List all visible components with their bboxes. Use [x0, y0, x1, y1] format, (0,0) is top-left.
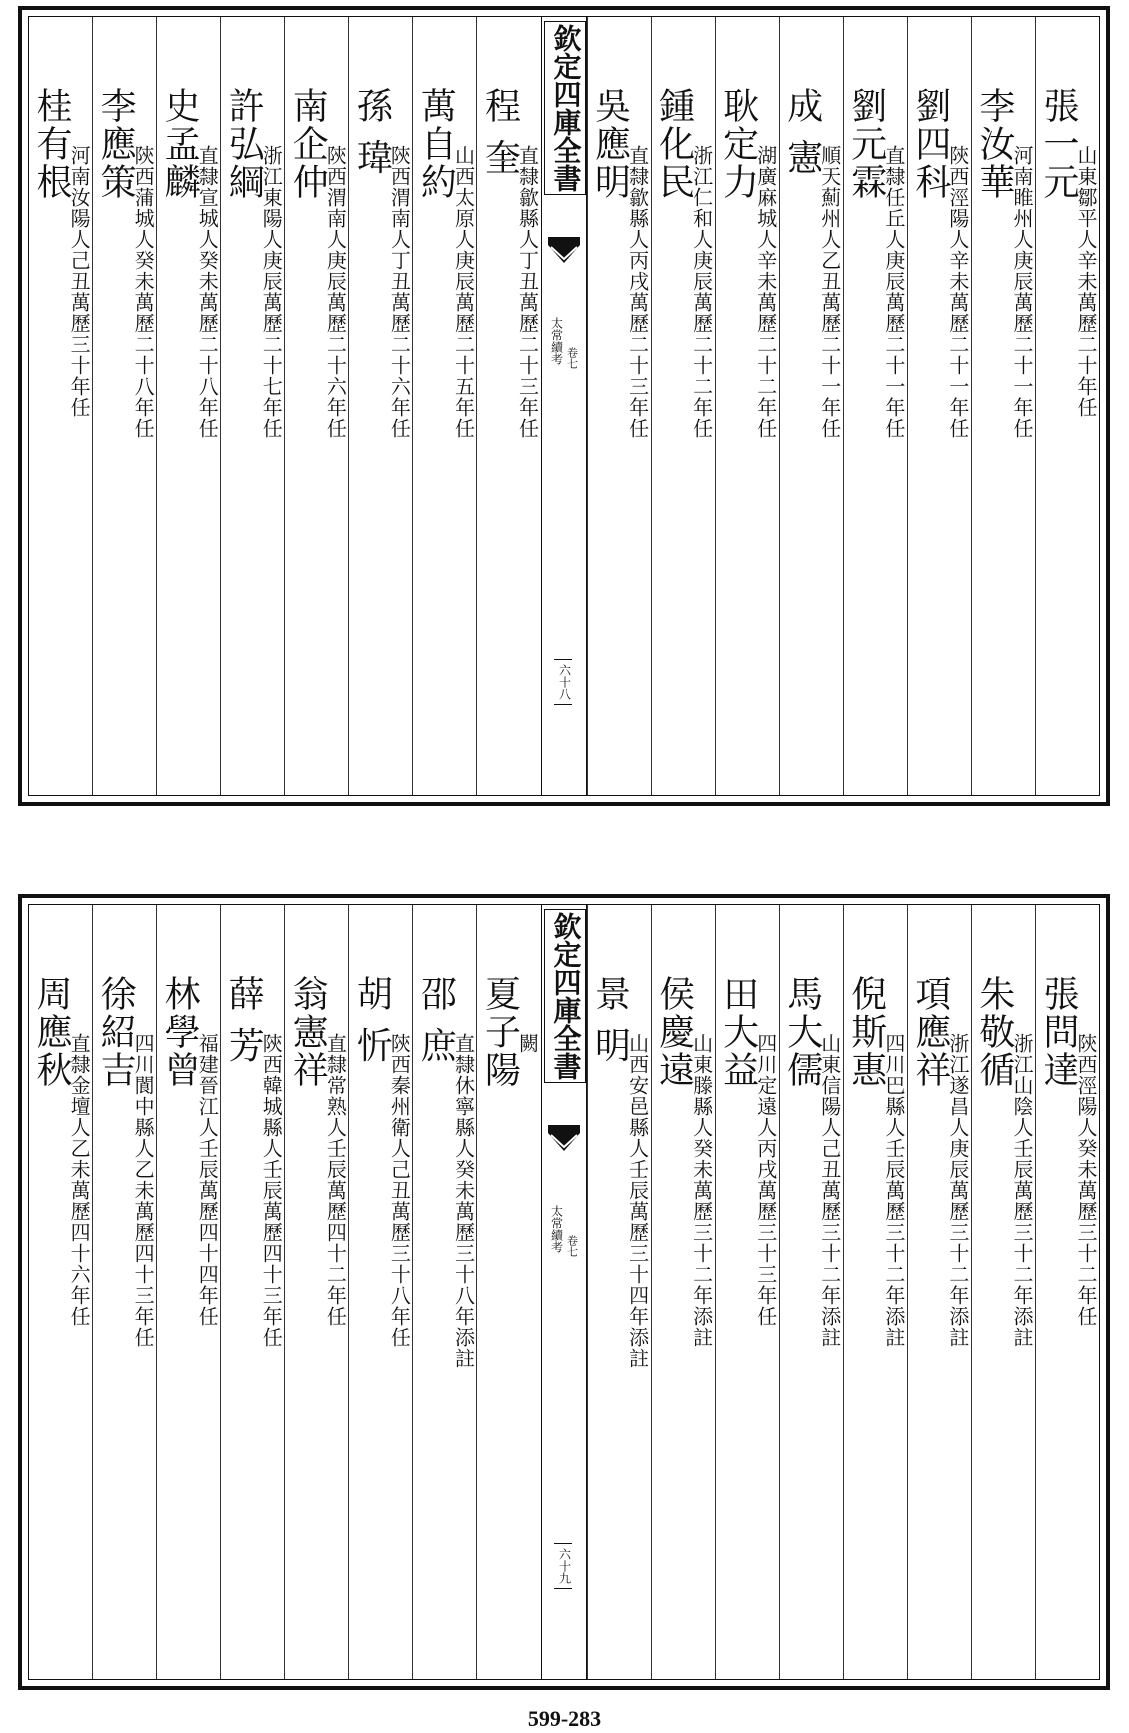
- entry-name: 桂有根: [31, 87, 72, 201]
- entry-name: 張問達: [1037, 975, 1079, 1089]
- entry-detail: 山西太原人庚辰萬歷二十五年任: [451, 145, 476, 439]
- entry-name: 耿定力: [717, 87, 759, 201]
- center-fold-column: [541, 905, 587, 1679]
- entry-column: [715, 905, 779, 1679]
- book-title: 欽定四庫全書: [544, 21, 586, 195]
- book-subtitle: 太常續考: [549, 317, 564, 365]
- entry-name: 薛 芳: [223, 975, 265, 1065]
- entry-name: 項應祥: [909, 975, 951, 1089]
- entry-column: [779, 17, 843, 795]
- entry-name: 侯慶遠: [653, 975, 695, 1089]
- entry-column: [220, 905, 284, 1679]
- entry-name: 吳應明: [589, 87, 631, 201]
- entry-detail: 闕: [515, 1033, 540, 1054]
- entry-column: [348, 905, 412, 1679]
- entry-column: [284, 905, 348, 1679]
- center-fold-column: [541, 17, 587, 795]
- entry-column: [651, 17, 715, 795]
- entry-detail: 河南睢州人庚辰萬歷二十一年任: [1009, 145, 1034, 439]
- entry-column: [587, 17, 651, 795]
- entry-column: [971, 17, 1035, 795]
- entry-column: [29, 17, 92, 795]
- entry-detail: 四川定遠人丙戌萬歷三十三年任: [753, 1033, 778, 1327]
- entry-name: 劉四科: [909, 87, 951, 201]
- juan-number: 卷七: [565, 347, 579, 369]
- entry-column: [348, 17, 412, 795]
- entry-detail: 直隸常熟人壬辰萬歷四十二年任: [323, 1033, 348, 1327]
- entry-detail: 福建晉江人壬辰萬歷四十四年任: [195, 1033, 220, 1327]
- top-columns: [29, 17, 1099, 795]
- entry-column: [715, 17, 779, 795]
- entry-name: 徐紹吉: [95, 975, 137, 1089]
- entry-detail: 陝西韓城縣人壬辰萬歷四十三年任: [259, 1033, 284, 1348]
- page-number: 六十八: [554, 659, 572, 705]
- entry-name: 許弘綱: [223, 87, 265, 201]
- entry-column: [92, 17, 156, 795]
- entry-detail: 山東滕縣人癸未萬歷三十二年添註: [689, 1033, 714, 1348]
- entry-column: [587, 905, 651, 1679]
- entry-detail: 順天薊州人乙丑萬歷二十一年任: [817, 145, 842, 439]
- entry-detail: 四川閬中縣人乙未萬歷四十三年任: [131, 1033, 156, 1348]
- entry-column: [284, 17, 348, 795]
- entry-name: 李汝華: [973, 87, 1015, 201]
- top-page-frame: [28, 16, 1100, 796]
- entry-column: [220, 17, 284, 795]
- entry-detail: 四川巴縣人壬辰萬歷三十二年添註: [881, 1033, 906, 1348]
- entry-column: [412, 17, 476, 795]
- entry-detail: 直隸任丘人庚辰萬歷二十一年任: [881, 145, 906, 439]
- entry-name: 邵 庶: [415, 975, 457, 1065]
- top-page: [18, 6, 1110, 806]
- entry-column: [412, 905, 476, 1679]
- fish-tail-mark-icon: [548, 1125, 580, 1151]
- entry-detail: 山西安邑縣人壬辰萬歷三十四年添註: [625, 1033, 650, 1369]
- book-title: 欽定四庫全書: [544, 909, 586, 1083]
- entry-detail: 浙江遂昌人庚辰萬歷三十二年添註: [945, 1033, 970, 1348]
- entry-name: 李應策: [95, 87, 137, 201]
- entry-detail: 直隸歙縣人丁丑萬歷二十三年任: [515, 145, 540, 439]
- page-number: 六十九: [554, 1543, 572, 1589]
- entry-name: 萬自約: [415, 87, 457, 201]
- entry-name: 南企仲: [287, 87, 329, 201]
- entry-detail: 山東鄒平人辛未萬歷二十年任: [1074, 145, 1098, 418]
- entry-name: 鍾化民: [653, 87, 695, 201]
- entry-column: [651, 905, 715, 1679]
- entry-column: [843, 905, 907, 1679]
- entry-name: 朱敬循: [973, 975, 1015, 1089]
- entry-detail: 陝西渭南人庚辰萬歷二十六年任: [323, 145, 348, 439]
- entry-name: 胡 忻: [351, 975, 393, 1065]
- entry-column: [476, 17, 540, 795]
- entry-detail: 陝西涇陽人辛未萬歷二十一年任: [945, 145, 970, 439]
- entry-detail: 陝西涇陽人癸未萬歷三十二年任: [1074, 1033, 1098, 1327]
- entry-name: 景 明: [589, 975, 631, 1065]
- entry-name: 張一元: [1037, 87, 1079, 201]
- entry-detail: 河南汝陽人己丑萬歷三十年任: [67, 145, 92, 418]
- bottom-page: [18, 894, 1110, 1690]
- entry-column: [156, 905, 220, 1679]
- entry-detail: 湖廣麻城人辛未萬歷二十二年任: [753, 145, 778, 439]
- entry-name: 周應秋: [31, 975, 72, 1089]
- entry-column: [907, 905, 971, 1679]
- entry-detail: 陝西蒲城人癸未萬歷二十八年任: [131, 145, 156, 439]
- entry-name: 倪斯惠: [845, 975, 887, 1089]
- entry-name: 馬大儒: [781, 975, 823, 1089]
- entry-column: [843, 17, 907, 795]
- entry-detail: 直隸宣城人癸未萬歷二十八年任: [195, 145, 220, 439]
- entry-detail: 直隸歙縣人丙戌萬歷二十三年任: [625, 145, 650, 439]
- entry-name: 田大益: [717, 975, 759, 1089]
- entry-column: [779, 905, 843, 1679]
- entry-detail: 陝西秦州衛人己丑萬歷三十八年任: [387, 1033, 412, 1348]
- entry-name: 成 憲: [781, 87, 823, 177]
- entry-detail: 浙江仁和人庚辰萬歷二十二年任: [689, 145, 714, 439]
- entry-name: 翁憲祥: [287, 975, 329, 1089]
- book-subtitle: 太常續考: [549, 1205, 564, 1253]
- entry-column: [1035, 17, 1099, 795]
- fish-tail-mark-icon: [548, 237, 580, 263]
- entry-name: 孫 瑋: [351, 87, 393, 177]
- entry-column: [156, 17, 220, 795]
- entry-column: [1035, 905, 1099, 1679]
- entry-detail: 浙江山陰人壬辰萬歷三十二年添註: [1009, 1033, 1034, 1348]
- entry-column: [92, 905, 156, 1679]
- bottom-columns: [29, 905, 1099, 1679]
- bottom-page-frame: [28, 904, 1100, 1680]
- entry-column: [29, 905, 92, 1679]
- entry-name: 夏子陽: [479, 975, 521, 1089]
- entry-column: [476, 905, 540, 1679]
- entry-name: 程 奎: [479, 87, 521, 177]
- entry-column: [907, 17, 971, 795]
- entry-detail: 直隸休寧縣人癸未萬歷三十八年添註: [451, 1033, 476, 1369]
- entry-detail: 山東信陽人己丑萬歷三十二年添註: [817, 1033, 842, 1348]
- catalog-page-number: 599-283: [527, 1706, 602, 1731]
- entry-name: 史孟麟: [159, 87, 201, 201]
- entry-detail: 直隸金壇人乙未萬歷四十六年任: [67, 1033, 92, 1327]
- entry-detail: 陝西渭南人丁丑萬歷二十六年任: [387, 145, 412, 439]
- entry-name: 劉元霖: [845, 87, 887, 201]
- juan-number: 卷七: [565, 1235, 579, 1257]
- entry-column: [971, 905, 1035, 1679]
- entry-name: 林學曾: [159, 975, 201, 1089]
- entry-detail: 浙江東陽人庚辰萬歷二十七年任: [259, 145, 284, 439]
